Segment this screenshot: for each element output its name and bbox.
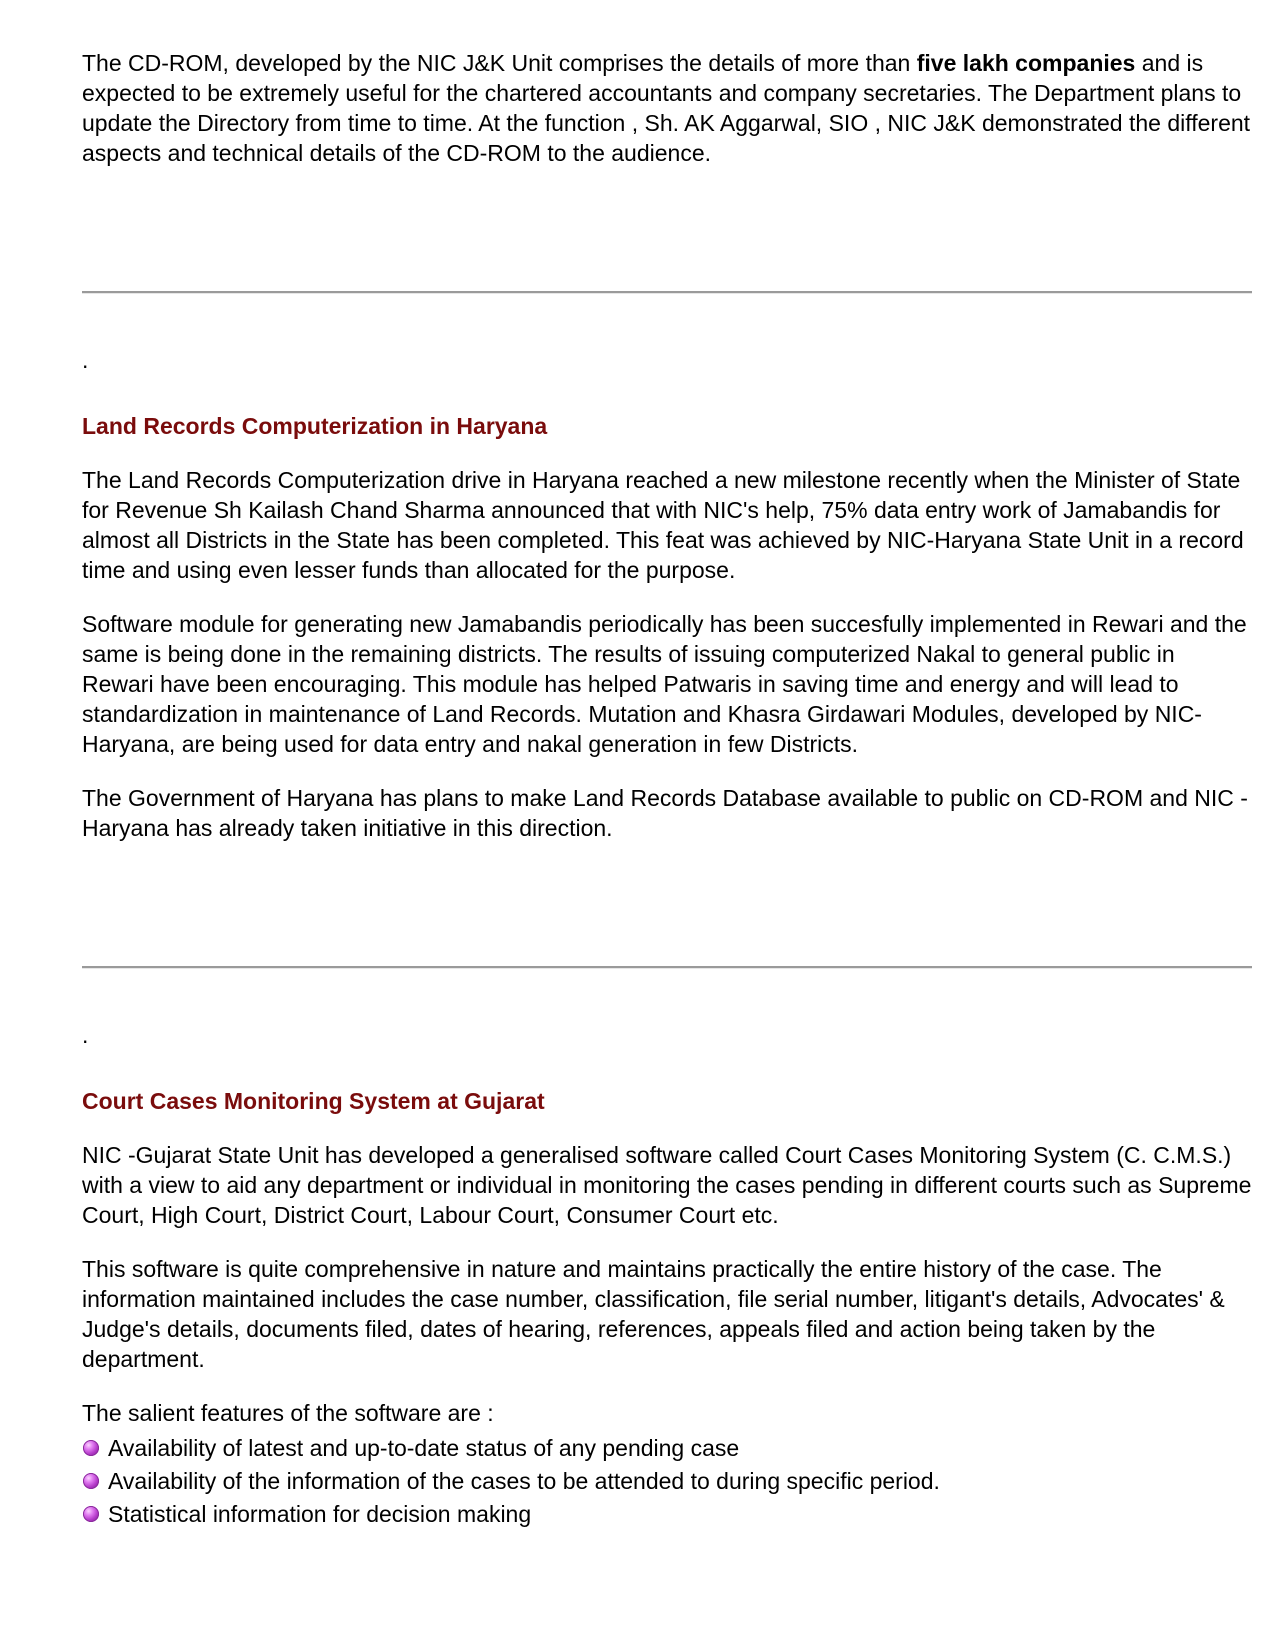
feature-text: Availability of latest and up-to-date status of any pending case xyxy=(108,1435,740,1461)
section-1-paragraph-2: Software module for generating new Jamabandis periodically has been succesfully implemented in Rewari and the same is being done in the remaining districts. The results of issuing computerized Nakal to general public in Rewari have been encouraging. This module has helped Patwaris in saving time and energy and will lead to standardization in maintenance of Land Records. Mutation and Khasra Girdawari Modules, developed by NIC- Haryana, are being used for data entry and nakal generation in few Districts. xyxy=(82,611,1247,757)
intro-text-end: and is expected to be extremely useful for the chartered accountants and company secretaries. The Department plans to update the Directory from time to time. At the function , Sh. AK Aggarwal, SIO , NIC J&K demonstrated the different aspects and technical details of the CD-ROM to the audience. xyxy=(82,50,1251,166)
feature-text: Statistical information for decision making xyxy=(108,1501,532,1527)
section-1-title: Land Records Computerization in Haryana xyxy=(82,413,548,439)
list-item xyxy=(82,1432,1252,1465)
section-1-paragraph-3: The Government of Haryana has plans to make Land Records Database available to public on CD-ROM and NIC -Haryana has already taken initiative in this direction. xyxy=(82,785,1248,841)
feature-text: Availability of the information of the cases to be attended to during specific period. xyxy=(108,1468,940,1494)
section-2-features-intro: The salient features of the software are : xyxy=(82,1400,494,1426)
list-item xyxy=(82,1498,1252,1531)
section-2-dot: . xyxy=(82,1022,89,1048)
purple-sphere-bullet-icon xyxy=(83,1506,99,1522)
section-2-title: Court Cases Monitoring System at Gujarat xyxy=(82,1088,545,1114)
intro-text-start: The CD-ROM, developed by the NIC J&K Unit comprises the details of more than xyxy=(82,50,917,76)
list-item xyxy=(82,1465,1252,1498)
purple-sphere-bullet-icon xyxy=(83,1473,99,1489)
section-2-paragraph-2: This software is quite comprehensive in nature and maintains practically the entire history of the case. The information maintained includes the case number, classification, file serial number, litigant's details, Advocates' & Judge's details, documents filed, dates of hearing, references, appeals filed and action being taken by the department. xyxy=(82,1256,1225,1372)
features-list xyxy=(82,1432,1252,1531)
section-1-paragraph-1: The Land Records Computerization drive in Haryana reached a new milestone recently when the Minister of State for Revenue Sh Kailash Chand Sharma announced that with NIC's help, 75% data entry work of Jamabandis for almost all Districts in the State has been completed. This feat was achieved by NIC-Haryana State Unit in a record time and using even lesser funds than allocated for the purpose. xyxy=(82,467,1244,583)
section-1-dot: . xyxy=(82,347,89,373)
purple-sphere-bullet-icon xyxy=(83,1440,99,1456)
section-2-paragraph-1: NIC -Gujarat State Unit has developed a generalised software called Court Cases Monitoring System (C. C.M.S.) with a view to aid any department or individual in monitoring the cases pending in different courts such as Supreme Court, High Court, District Court, Labour Court, Consumer Court etc. xyxy=(82,1142,1252,1228)
intro-bold-phrase: five lakh companies xyxy=(916,50,1136,76)
intro-paragraph xyxy=(82,48,1252,168)
document-page xyxy=(82,48,1252,1531)
